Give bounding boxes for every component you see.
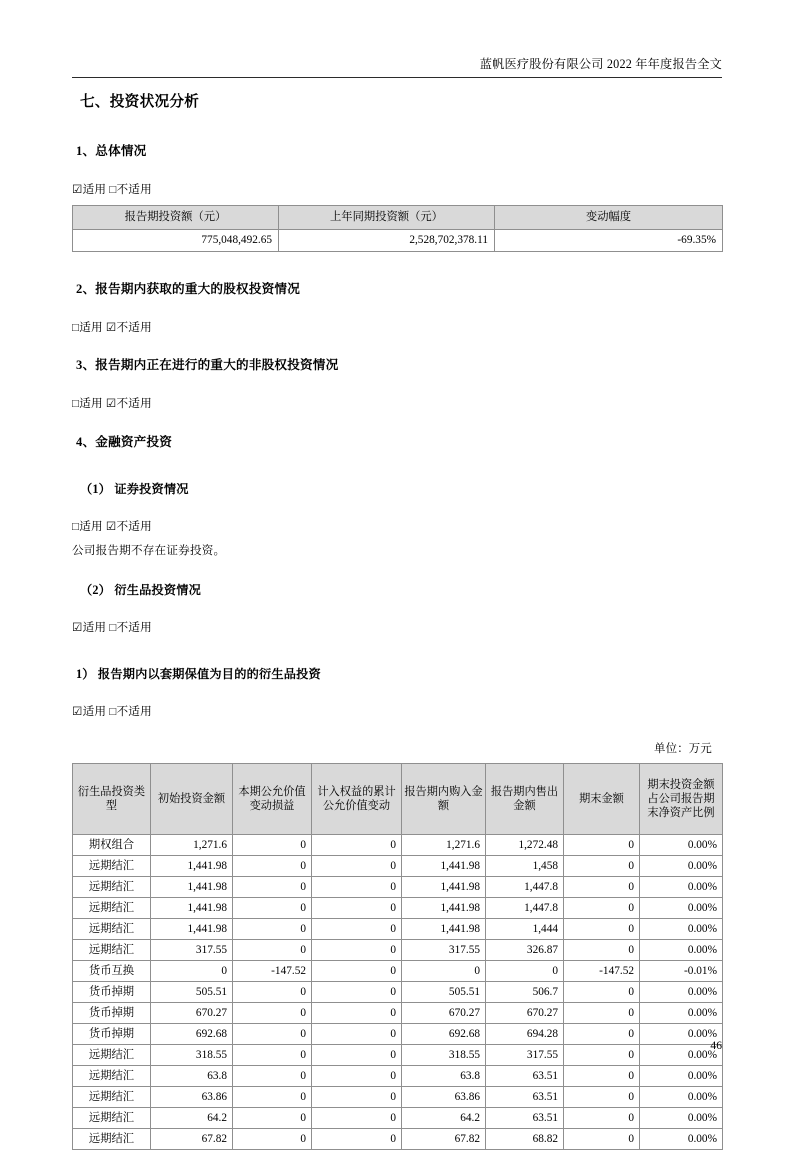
cell-purchase-amount: 63.86 <box>402 1087 486 1108</box>
cell-derivative-type: 远期结汇 <box>73 877 151 898</box>
cell-fair-value-change-pl: 0 <box>233 1003 312 1024</box>
cell-derivative-type: 远期结汇 <box>73 898 151 919</box>
cell-ratio-to-net-assets: 0.00% <box>640 1003 723 1024</box>
cell-initial-investment: 1,271.6 <box>151 835 233 856</box>
cell-initial-investment: 505.51 <box>151 982 233 1003</box>
cell-change-rate: -69.35% <box>495 230 723 252</box>
cell-fair-value-change-pl: 0 <box>233 1087 312 1108</box>
cell-ending-amount: 0 <box>564 1045 640 1066</box>
cell-initial-investment: 1,441.98 <box>151 856 233 877</box>
cell-derivative-type: 远期结汇 <box>73 1087 151 1108</box>
column-header-prior-period: 上年同期投资额（元） <box>279 206 495 230</box>
derivatives-table-body <box>73 835 723 1150</box>
cell-derivative-type: 远期结汇 <box>73 940 151 961</box>
cell-derivative-type: 货币掉期 <box>73 1003 151 1024</box>
cell-ratio-to-net-assets: 0.00% <box>640 877 723 898</box>
cell-ending-amount: 0 <box>564 1003 640 1024</box>
heading-item-2: 2、报告期内获取的重大的股权投资情况 <box>76 282 300 297</box>
cell-cumulative-fair-value-change-equity: 0 <box>312 940 402 961</box>
applicability-item-1: ☑适用 □不适用 <box>72 182 152 196</box>
table-row <box>73 1129 723 1150</box>
table-header-row <box>73 764 723 835</box>
table-row <box>73 1087 723 1108</box>
cell-fair-value-change-pl: 0 <box>233 919 312 940</box>
heading-hedging-derivatives: 1） 报告期内以套期保值为目的的衍生品投资 <box>76 666 321 681</box>
cell-derivative-type: 货币掉期 <box>73 1024 151 1045</box>
cell-sale-amount: 326.87 <box>486 940 564 961</box>
cell-initial-investment: 0 <box>151 961 233 982</box>
table-row <box>73 835 723 856</box>
cell-initial-investment: 692.68 <box>151 1024 233 1045</box>
column-header-initial-investment: 初始投资金额 <box>151 764 233 835</box>
column-header-derivative-type: 衍生品投资类型 <box>73 764 151 835</box>
cell-ending-amount: 0 <box>564 877 640 898</box>
cell-sale-amount: 317.55 <box>486 1045 564 1066</box>
applicability-item-3: □适用 ☑不适用 <box>72 397 152 411</box>
table-row <box>73 877 723 898</box>
applicability-item-4-sub-2: ☑适用 □不适用 <box>72 621 152 635</box>
page-header <box>72 52 722 78</box>
column-header-cumulative-fair-value-change-equity: 计入权益的累计公允价值变动 <box>312 764 402 835</box>
cell-cumulative-fair-value-change-equity: 0 <box>312 1108 402 1129</box>
cell-purchase-amount: 1,441.98 <box>402 898 486 919</box>
cell-purchase-amount: 1,441.98 <box>402 856 486 877</box>
cell-fair-value-change-pl: 0 <box>233 1024 312 1045</box>
cell-cumulative-fair-value-change-equity: 0 <box>312 1129 402 1150</box>
cell-purchase-amount: 318.55 <box>402 1045 486 1066</box>
heading-item-1: 1、总体情况 <box>76 143 147 158</box>
cell-ratio-to-net-assets: 0.00% <box>640 898 723 919</box>
cell-fair-value-change-pl: 0 <box>233 835 312 856</box>
cell-initial-investment: 1,441.98 <box>151 877 233 898</box>
cell-derivative-type: 远期结汇 <box>73 919 151 940</box>
cell-fair-value-change-pl: -147.52 <box>233 961 312 982</box>
cell-initial-investment: 64.2 <box>151 1108 233 1129</box>
column-header-ratio-to-net-assets: 期末投资金额占公司报告期末净资产比例 <box>640 764 723 835</box>
cell-ratio-to-net-assets: 0.00% <box>640 835 723 856</box>
cell-initial-investment: 67.82 <box>151 1129 233 1150</box>
header-rule <box>72 77 722 78</box>
running-title: 蓝帆医疗股份有限公司 2022 年年度报告全文 <box>479 57 722 71</box>
cell-cumulative-fair-value-change-equity: 0 <box>312 1087 402 1108</box>
overall-investment-table <box>72 205 723 252</box>
cell-cumulative-fair-value-change-equity: 0 <box>312 919 402 940</box>
cell-ending-amount: 0 <box>564 1108 640 1129</box>
cell-initial-investment: 1,441.98 <box>151 919 233 940</box>
cell-ending-amount: -147.52 <box>564 961 640 982</box>
cell-cumulative-fair-value-change-equity: 0 <box>312 961 402 982</box>
cell-fair-value-change-pl: 0 <box>233 1108 312 1129</box>
heading-item-4-sub-1: （1） 证券投资情况 <box>80 481 189 496</box>
cell-sale-amount: 0 <box>486 961 564 982</box>
cell-purchase-amount: 692.68 <box>402 1024 486 1045</box>
cell-ratio-to-net-assets: 0.00% <box>640 1024 723 1045</box>
cell-initial-investment: 63.86 <box>151 1087 233 1108</box>
cell-purchase-amount: 1,441.98 <box>402 877 486 898</box>
cell-purchase-amount: 67.82 <box>402 1129 486 1150</box>
table-row <box>73 982 723 1003</box>
unit-note: 单位：万元 <box>654 743 712 756</box>
cell-purchase-amount: 0 <box>402 961 486 982</box>
cell-fair-value-change-pl: 0 <box>233 898 312 919</box>
table-row <box>73 919 723 940</box>
page-number: 46 <box>710 1039 722 1052</box>
applicability-item-4-sub-1: □适用 ☑不适用 <box>72 519 152 533</box>
cell-purchase-amount: 1,271.6 <box>402 835 486 856</box>
cell-current-period-amount: 775,048,492.65 <box>73 230 279 252</box>
cell-ratio-to-net-assets: 0.00% <box>640 1087 723 1108</box>
column-header-ending-amount: 期末金额 <box>564 764 640 835</box>
cell-ending-amount: 0 <box>564 1087 640 1108</box>
column-header-fair-value-change-pl: 本期公允价值变动损益 <box>233 764 312 835</box>
cell-ratio-to-net-assets: 0.00% <box>640 1045 723 1066</box>
table-header-row <box>73 206 723 230</box>
cell-sale-amount: 63.51 <box>486 1066 564 1087</box>
column-header-purchase-amount: 报告期内购入金额 <box>402 764 486 835</box>
column-header-change-rate: 变动幅度 <box>495 206 723 230</box>
cell-ending-amount: 0 <box>564 919 640 940</box>
cell-cumulative-fair-value-change-equity: 0 <box>312 982 402 1003</box>
cell-sale-amount: 506.7 <box>486 982 564 1003</box>
table-row <box>73 1024 723 1045</box>
cell-ending-amount: 0 <box>564 1024 640 1045</box>
derivatives-investment-table <box>72 763 723 1150</box>
cell-derivative-type: 远期结汇 <box>73 1066 151 1087</box>
cell-sale-amount: 694.28 <box>486 1024 564 1045</box>
cell-sale-amount: 63.51 <box>486 1108 564 1129</box>
section-heading-seven: 七、投资状况分析 <box>80 94 200 110</box>
cell-ending-amount: 0 <box>564 1066 640 1087</box>
heading-item-4: 4、金融资产投资 <box>76 434 173 449</box>
cell-derivative-type: 远期结汇 <box>73 1108 151 1129</box>
table-row <box>73 898 723 919</box>
cell-cumulative-fair-value-change-equity: 0 <box>312 1066 402 1087</box>
cell-ratio-to-net-assets: 0.00% <box>640 982 723 1003</box>
cell-fair-value-change-pl: 0 <box>233 940 312 961</box>
table-row <box>73 1066 723 1087</box>
cell-purchase-amount: 63.8 <box>402 1066 486 1087</box>
cell-fair-value-change-pl: 0 <box>233 1066 312 1087</box>
cell-fair-value-change-pl: 0 <box>233 982 312 1003</box>
cell-derivative-type: 远期结汇 <box>73 856 151 877</box>
column-header-current-period: 报告期投资额（元） <box>73 206 279 230</box>
cell-ending-amount: 0 <box>564 856 640 877</box>
cell-fair-value-change-pl: 0 <box>233 856 312 877</box>
applicability-hedging-derivatives: ☑适用 □不适用 <box>72 704 152 718</box>
cell-purchase-amount: 670.27 <box>402 1003 486 1024</box>
cell-fair-value-change-pl: 0 <box>233 877 312 898</box>
cell-ending-amount: 0 <box>564 940 640 961</box>
table-row <box>73 1108 723 1129</box>
cell-initial-investment: 670.27 <box>151 1003 233 1024</box>
cell-cumulative-fair-value-change-equity: 0 <box>312 1045 402 1066</box>
table-row <box>73 1003 723 1024</box>
cell-sale-amount: 1,272.48 <box>486 835 564 856</box>
column-header-sale-amount: 报告期内售出金额 <box>486 764 564 835</box>
cell-fair-value-change-pl: 0 <box>233 1129 312 1150</box>
table-row <box>73 940 723 961</box>
cell-cumulative-fair-value-change-equity: 0 <box>312 898 402 919</box>
cell-derivative-type: 期权组合 <box>73 835 151 856</box>
cell-ending-amount: 0 <box>564 1129 640 1150</box>
note-no-securities-investment: 公司报告期不存在证券投资。 <box>72 544 226 558</box>
cell-purchase-amount: 317.55 <box>402 940 486 961</box>
cell-ratio-to-net-assets: 0.00% <box>640 919 723 940</box>
cell-ratio-to-net-assets: -0.01% <box>640 961 723 982</box>
applicability-item-2: □适用 ☑不适用 <box>72 321 152 335</box>
cell-sale-amount: 1,447.8 <box>486 898 564 919</box>
heading-item-4-sub-2: （2） 衍生品投资情况 <box>80 582 202 597</box>
cell-initial-investment: 317.55 <box>151 940 233 961</box>
cell-derivative-type: 货币互换 <box>73 961 151 982</box>
cell-derivative-type: 货币掉期 <box>73 982 151 1003</box>
table-row <box>73 856 723 877</box>
cell-ratio-to-net-assets: 0.00% <box>640 940 723 961</box>
cell-ratio-to-net-assets: 0.00% <box>640 1108 723 1129</box>
cell-cumulative-fair-value-change-equity: 0 <box>312 877 402 898</box>
cell-ending-amount: 0 <box>564 982 640 1003</box>
cell-initial-investment: 63.8 <box>151 1066 233 1087</box>
cell-initial-investment: 318.55 <box>151 1045 233 1066</box>
cell-derivative-type: 远期结汇 <box>73 1129 151 1150</box>
cell-cumulative-fair-value-change-equity: 0 <box>312 835 402 856</box>
cell-ending-amount: 0 <box>564 898 640 919</box>
cell-ratio-to-net-assets: 0.00% <box>640 1129 723 1150</box>
table-row <box>73 230 723 252</box>
cell-cumulative-fair-value-change-equity: 0 <box>312 856 402 877</box>
table-row <box>73 961 723 982</box>
table-row <box>73 1045 723 1066</box>
cell-initial-investment: 1,441.98 <box>151 898 233 919</box>
page-content <box>72 92 722 1150</box>
cell-sale-amount: 63.51 <box>486 1087 564 1108</box>
cell-sale-amount: 1,444 <box>486 919 564 940</box>
cell-sale-amount: 1,447.8 <box>486 877 564 898</box>
heading-item-3: 3、报告期内正在进行的重大的非股权投资情况 <box>76 358 339 373</box>
cell-derivative-type: 远期结汇 <box>73 1045 151 1066</box>
cell-sale-amount: 68.82 <box>486 1129 564 1150</box>
cell-ratio-to-net-assets: 0.00% <box>640 856 723 877</box>
cell-prior-period-amount: 2,528,702,378.11 <box>279 230 495 252</box>
cell-fair-value-change-pl: 0 <box>233 1045 312 1066</box>
cell-ending-amount: 0 <box>564 835 640 856</box>
cell-purchase-amount: 505.51 <box>402 982 486 1003</box>
cell-ratio-to-net-assets: 0.00% <box>640 1066 723 1087</box>
cell-sale-amount: 670.27 <box>486 1003 564 1024</box>
cell-sale-amount: 1,458 <box>486 856 564 877</box>
cell-purchase-amount: 64.2 <box>402 1108 486 1129</box>
cell-cumulative-fair-value-change-equity: 0 <box>312 1003 402 1024</box>
cell-purchase-amount: 1,441.98 <box>402 919 486 940</box>
cell-cumulative-fair-value-change-equity: 0 <box>312 1024 402 1045</box>
